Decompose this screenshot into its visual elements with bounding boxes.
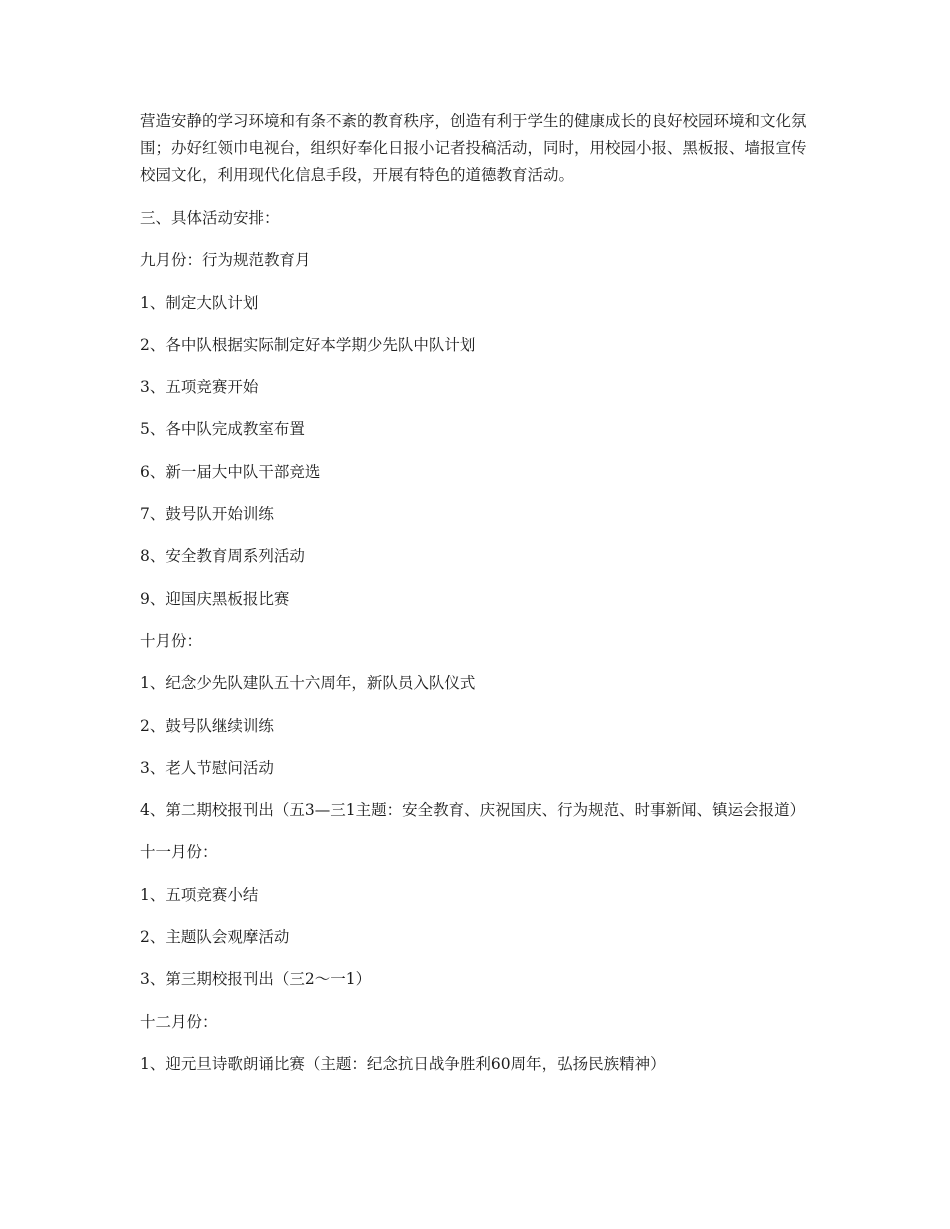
list-item: 6、新一届大中队干部竞选 [140, 462, 321, 481]
list-item: 9、迎国庆黑板报比赛 [140, 589, 290, 608]
list-item: 4、第二期校报刊出（五3—三1主题：安全教育、庆祝国庆、行为规范、时事新闻、镇运会报道） [140, 801, 806, 820]
document-page [140, 108, 820, 1093]
list-item: 7、鼓号队开始训练 [140, 505, 274, 524]
list-item: 1、五项竞赛小结 [140, 885, 259, 904]
list-item: 3、五项竞赛开始 [140, 378, 259, 397]
list-item: 2、主题队会观摩活动 [140, 928, 290, 947]
month-heading: 十二月份： [140, 1012, 218, 1031]
month-heading: 十月份： [140, 631, 203, 650]
section-heading: 三、具体活动安排： [140, 209, 280, 227]
list-item: 1、迎元旦诗歌朗诵比赛（主题：纪念抗日战争胜利60周年，弘扬民族精神） [140, 1054, 666, 1073]
list-item: 1、纪念少先队建队五十六周年，新队员入队仪式 [140, 674, 476, 693]
intro-paragraph: 营造安静的学习环境和有条不紊的教育秩序，创造有利于学生的健康成长的良好校园环境和文化氛围；办好红领巾电视台，组织好奉化日报小记者投稿活动，同时，用校园小报、黑板报、墙报宣传校园文化，利用现代化信息手段，开展有特色的道德教育活动。 [140, 112, 807, 184]
list-item: 2、鼓号队继续训练 [140, 716, 274, 735]
list-item: 2、各中队根据实际制定好本学期少先队中队计划 [140, 335, 476, 354]
list-item: 3、老人节慰问活动 [140, 758, 274, 777]
month-heading: 九月份：行为规范教育月 [140, 251, 311, 270]
month-heading: 十一月份： [140, 843, 218, 862]
list-item: 8、安全教育周系列活动 [140, 547, 305, 566]
list-item: 3、第三期校报刊出（三2～一1） [140, 970, 372, 989]
list-item: 1、制定大队计划 [140, 293, 259, 312]
list-item: 5、各中队完成教室布置 [140, 420, 305, 439]
